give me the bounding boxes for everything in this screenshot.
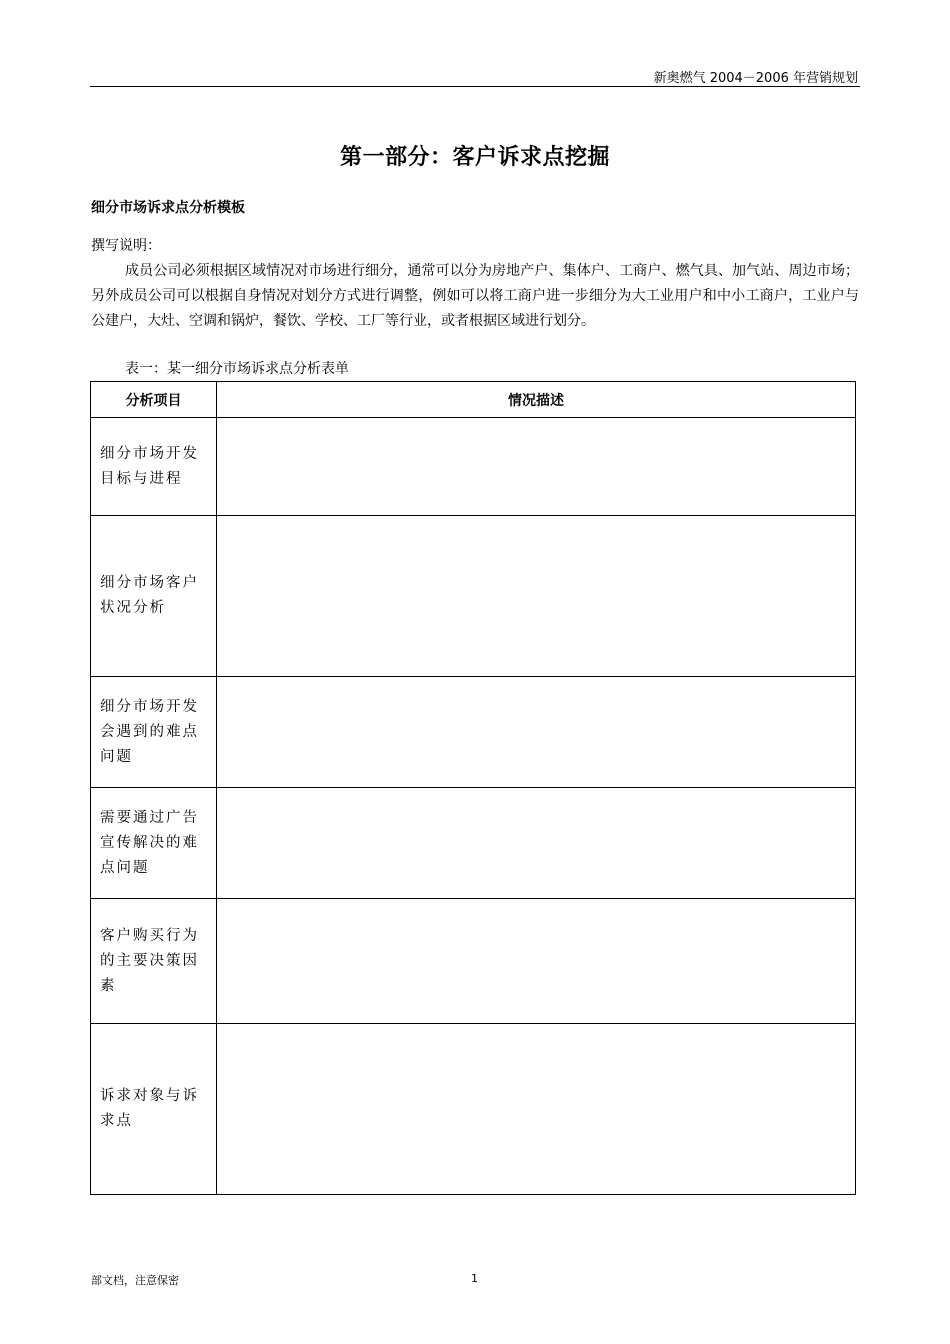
- table-row: [91, 516, 856, 677]
- row-label: 细分市场客户状况分析: [91, 516, 217, 677]
- page-title: 第一部分：客户诉求点挖掘: [339, 144, 610, 170]
- header-description: 情况描述: [217, 382, 856, 418]
- header-analysis-item: 分析项目: [91, 382, 217, 418]
- row-label: 细分市场开发目标与进程: [91, 418, 217, 516]
- row-label: 客户购买行为的主要决策因素: [91, 899, 217, 1024]
- row-description[interactable]: [217, 899, 856, 1024]
- table-row: [91, 1024, 856, 1195]
- row-label: 细分市场开发会遇到的难点问题: [91, 677, 217, 788]
- header-rule: [90, 86, 860, 87]
- row-description[interactable]: [217, 788, 856, 899]
- row-description[interactable]: [217, 1024, 856, 1195]
- row-description[interactable]: [217, 516, 856, 677]
- table-row: [91, 899, 856, 1024]
- analysis-table: [90, 381, 856, 1195]
- table-header-row: [91, 382, 856, 418]
- page-number: 1: [471, 1272, 478, 1285]
- table-row: [91, 788, 856, 899]
- writing-instructions-label: 撰写说明：: [91, 238, 161, 254]
- instructions-paragraph: 成员公司必须根据区域情况对市场进行细分，通常可以分为房地产户、集体户、工商户、燃气具、加气站、周边市场；另外成员公司可以根据自身情况对划分方式进行调整，例如可以将工商户进一步细分为大工业用户和中小工商户，工业户与公建户，大灶、空调和锅炉，餐饮、学校、工厂等行业，或者根据区域进行划分。: [91, 263, 859, 329]
- table-row: [91, 418, 856, 516]
- section-subtitle: 细分市场诉求点分析模板: [91, 200, 245, 216]
- row-label: 需要通过广告宣传解决的难点问题: [91, 788, 217, 899]
- row-label: 诉求对象与诉求点: [91, 1024, 217, 1195]
- row-description[interactable]: [217, 418, 856, 516]
- table-caption: 表一：某一细分市场诉求点分析表单: [125, 361, 349, 377]
- running-header: 新奥燃气 2004－2006 年营销规划: [653, 71, 858, 86]
- footer-confidential-note: 部文档，注意保密: [91, 1274, 179, 1287]
- row-description[interactable]: [217, 677, 856, 788]
- table-row: [91, 677, 856, 788]
